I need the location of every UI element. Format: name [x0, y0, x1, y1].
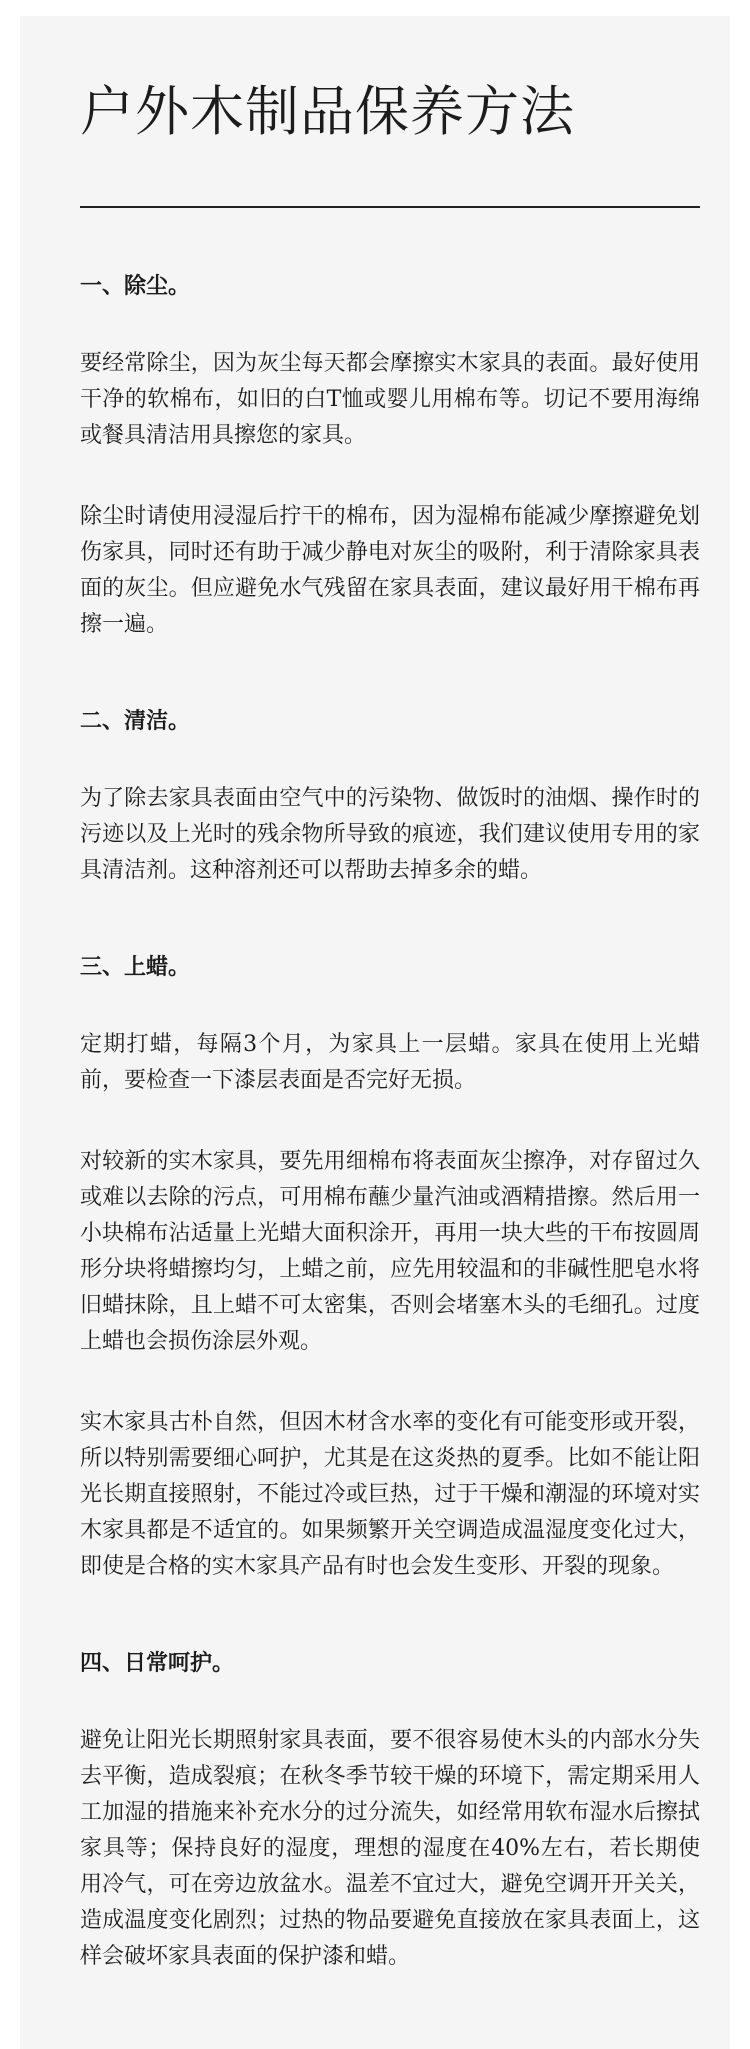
- section-heading-daily-care: 四、日常呵护。: [80, 1650, 235, 1676]
- section-heading-clean: 二、清洁。: [80, 708, 191, 734]
- section-paragraph: 除尘时请使用浸湿后拧干的棉布，因为湿棉布能减少摩擦避免划伤家具，同时还有助于减少静电对灰尘的吸附，利于清除家具表面的灰尘。但应避免水气残留在家具表面，建议最好用干棉布再擦一遍。: [80, 504, 700, 637]
- section-paragraph: 为了除去家具表面由空气中的污染物、做饭时的油烟、操作时的污迹以及上光时的残余物所导致的痕迹，我们建议使用专用的家具清洁剂。这种溶剂还可以帮助去掉多余的蜡。: [80, 786, 700, 883]
- title-divider: [80, 206, 700, 208]
- section-heading-dust: 一、除尘。: [80, 273, 191, 299]
- section-paragraph: 定期打蜡，每隔3个月，为家具上一层蜡。家具在使用上光蜡前，要检查一下漆层表面是否完好无损。: [80, 1032, 700, 1093]
- section-heading-wax: 三、上蜡。: [80, 954, 191, 980]
- article-title: 户外木制品保养方法: [80, 80, 575, 143]
- section-paragraph: 避免让阳光长期照射家具表面，要不很容易使木头的内部水分失去平衡，造成裂痕；在秋冬季节较干燥的环境下，需定期采用人工加湿的措施来补充水分的过分流失，如经常用软布湿水后擦拭家具等；保持良好的湿度，理想的湿度在40%左右，若长期使用冷气，可在旁边放盆水。温差不宜过大，避免空调开开关关，造成温度变化剧烈；过热的物品要避免直接放在家具表面上，这样会破坏家具表面的保护漆和蜡。: [80, 1728, 700, 1969]
- section-paragraph: 对较新的实木家具，要先用细棉布将表面灰尘擦净，对存留过久或难以去除的污点，可用棉布蘸少量汽油或酒精措擦。然后用一小块棉布沾适量上光蜡大面积涂开，再用一块大些的干布按圆周形分块将蜡擦均匀，上蜡之前，应先用较温和的非碱性肥皂水将旧蜡抹除，且上蜡不可太密集，否则会堵塞木头的毛细孔。过度上蜡也会损伤涂层外观。: [80, 1149, 700, 1354]
- section-paragraph: 实木家具古朴自然，但因木材含水率的变化有可能变形或开裂，所以特别需要细心呵护，尤其是在这炎热的夏季。比如不能让阳光长期直接照射，不能过冷或巨热，过于干燥和潮湿的环境对实木家具都是不适宜的。如果频繁开关空调造成温湿度变化过大，即使是合格的实木家具产品有时也会发生变形、开裂的现象。: [80, 1410, 700, 1579]
- section-paragraph: 要经常除尘，因为灰尘每天都会摩擦实木家具的表面。最好使用干净的软棉布，如旧的白T恤或婴儿用棉布等。切记不要用海绵或餐具清洁用具擦您的家具。: [80, 351, 700, 448]
- article-content: [80, 74, 700, 1975]
- article-card: [20, 16, 730, 2049]
